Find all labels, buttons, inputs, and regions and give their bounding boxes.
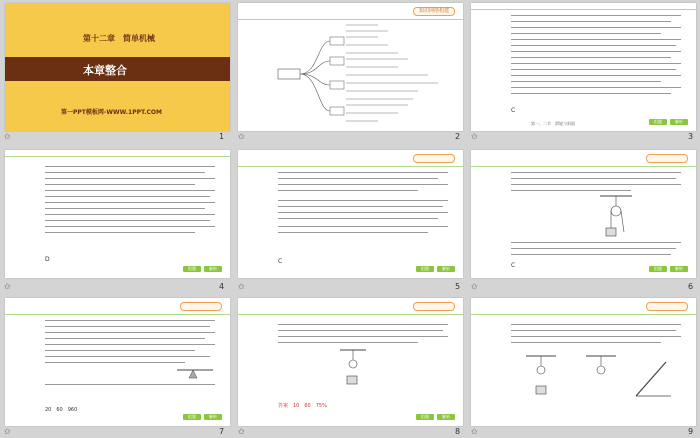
analysis-button[interactable]: 解析 (437, 266, 455, 272)
slide-star-icon[interactable]: ✩ (471, 132, 478, 141)
analysis-button[interactable]: 解析 (204, 266, 222, 272)
slide-thumbnail-5[interactable] (238, 150, 463, 278)
slide-thumbnail-6[interactable] (471, 150, 696, 278)
analysis-button[interactable]: 解析 (670, 266, 688, 272)
slide-number-7: 7 (219, 427, 225, 436)
slide-answer: D (45, 256, 50, 263)
slide-buttons (416, 266, 455, 272)
slide-header (238, 150, 463, 167)
slide-footer-text: 第一PPT模板网-WWW.1PPT.COM (61, 109, 162, 116)
slide-buttons (649, 119, 688, 125)
slide-tag (413, 154, 455, 163)
group-button[interactable]: 组题 (183, 414, 201, 420)
slide-answer: C (278, 258, 283, 265)
slide-thumbnail-7[interactable] (5, 298, 230, 426)
slide-star-icon[interactable]: ✩ (238, 132, 245, 141)
slide-star-icon[interactable]: ✩ (4, 132, 11, 141)
group-button[interactable]: 组题 (649, 266, 667, 272)
group-button[interactable]: 组题 (183, 266, 201, 272)
slide-star-icon[interactable]: ✩ (471, 282, 478, 291)
slide-star-icon[interactable]: ✩ (4, 282, 11, 291)
slide-tag (646, 302, 688, 311)
slide-header (471, 150, 696, 167)
slide-number-1: 1 (219, 132, 225, 141)
slide-tag (413, 302, 455, 311)
slide-number-4: 4 (219, 282, 225, 291)
pulley-diagram (338, 348, 368, 388)
slide-buttons (183, 414, 222, 420)
mind-map-diagram (238, 21, 463, 131)
slide-tag (180, 302, 222, 311)
slide-thumbnail-3[interactable] (471, 3, 696, 131)
analysis-button[interactable]: 解析 (437, 414, 455, 420)
slide-buttons (183, 266, 222, 272)
slide-tag: 知识网络构建 (413, 7, 455, 16)
slide-buttons (649, 266, 688, 272)
analysis-button[interactable]: 解析 (670, 119, 688, 125)
slide-chapter-title: 第十二章 简单机械 (83, 34, 155, 43)
lever-diagram (175, 364, 215, 380)
slide-answer: C (511, 107, 516, 114)
slide-thumbnail-4[interactable] (5, 150, 230, 278)
slide-thumbnail-1[interactable] (5, 3, 230, 131)
slide-answer: 答案 10 60 75% (278, 403, 327, 409)
slide-number-9: 9 (688, 427, 694, 436)
slide-star-icon[interactable]: ✩ (471, 427, 478, 436)
slide-main-title: 本章整合 (83, 64, 127, 77)
slide-star-icon[interactable]: ✩ (238, 282, 245, 291)
physics-diagrams (516, 352, 676, 402)
slide-number-5: 5 (455, 282, 461, 291)
slide-header (238, 3, 463, 20)
slide-number-2: 2 (455, 132, 461, 141)
slide-number-3: 3 (688, 132, 694, 141)
slide-star-icon[interactable]: ✩ (238, 427, 245, 436)
slide-header (5, 150, 230, 157)
slide-footer-label: 第一、二节 滑轮与斜面 (531, 121, 575, 126)
slide-header (238, 298, 463, 315)
slide-answer: C (511, 262, 516, 269)
slide-buttons (416, 414, 455, 420)
slide-header (471, 3, 696, 10)
slide-answer: 20 60 960 (45, 407, 78, 413)
group-button[interactable]: 组题 (416, 266, 434, 272)
slide-number-8: 8 (455, 427, 461, 436)
slide-header (471, 298, 696, 315)
analysis-button[interactable]: 解析 (204, 414, 222, 420)
slide-number-6: 6 (688, 282, 694, 291)
slide-thumbnail-8[interactable] (238, 298, 463, 426)
slide-thumbnail-9[interactable] (471, 298, 696, 426)
slide-tag (646, 154, 688, 163)
pulley-diagram (596, 194, 636, 238)
slide-star-icon[interactable]: ✩ (4, 427, 11, 436)
slide-header (5, 298, 230, 315)
slide-brown-band (5, 57, 230, 81)
group-button[interactable]: 组题 (416, 414, 434, 420)
group-button[interactable]: 组题 (649, 119, 667, 125)
slide-thumbnail-2[interactable] (238, 3, 463, 131)
